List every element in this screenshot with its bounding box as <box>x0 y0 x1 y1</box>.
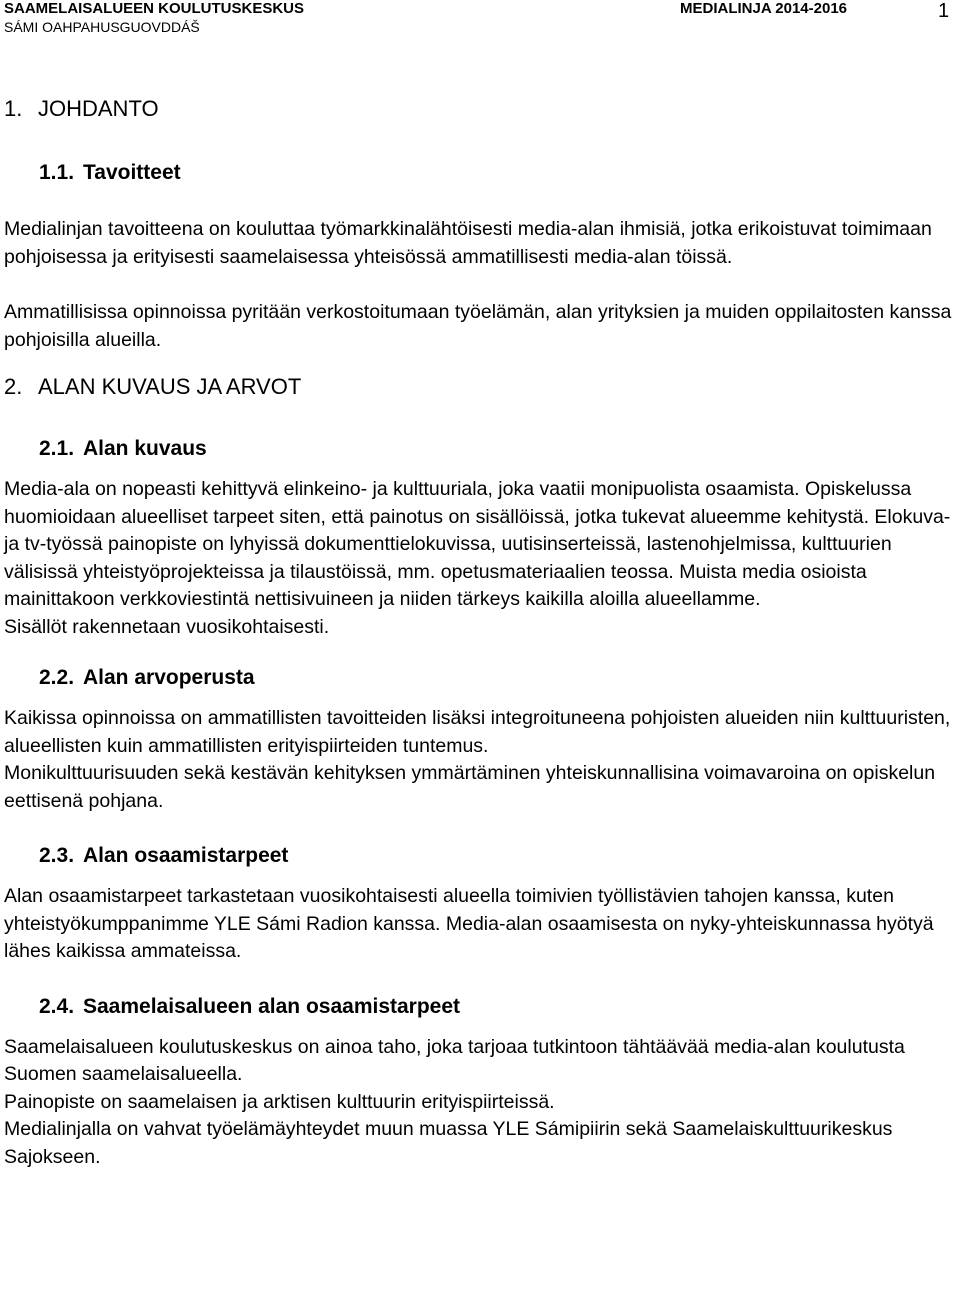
heading-text: Tavoitteet <box>83 161 181 184</box>
heading-alan-kuvaus-ja-arvot <box>4 374 956 400</box>
organization-name-sami: SÁMI OAHPAHUSGUOVDDÁŠ <box>4 19 200 35</box>
page-header <box>0 0 960 40</box>
heading-text: Alan osaamistarpeet <box>83 844 289 867</box>
document-title: MEDIALINJA 2014-2016 <box>680 0 848 17</box>
paragraph-alan-kuvaus-1: Media-ala on nopeasti kehittyvä elinkeino- ja kulttuuriala, joka vaatii monipuolista osaamista. Opiskelussa huomioidaan alueelliset tarpeet siten, että painotus on sisällöissä, jotka tukevat alueemme kehitystä. Elokuva- ja tv-työssä painopiste on lyhyissä dokumenttielokuvissa, uutisinserteissä, lastenohjelmissa, kulttuurien välisissä yhteistyöprojekteissa ja tilaustöissä, mm. opetusmateriaalien teossa. Muista media osioista mainittakoon verkkoviestintä nettisivuineen ja niiden tärkeys kaikilla aloilla alueellamme. <box>4 478 951 610</box>
paragraph-tavoitteet-1: Medialinjan tavoitteena on kouluttaa työmarkkinalähtöisesti media-alan ihmisiä, jotka erikoistuvat toimimaan pohjoisessa ja erityisesti saamelaisessa yhteisössä ammatillisesti media-alan töissä. <box>4 218 932 268</box>
heading-text: Alan arvoperusta <box>83 666 255 689</box>
page-number: 1 <box>938 0 950 22</box>
paragraph-alan-kuvaus-2: Sisällöt rakennetaan vuosikohtaisesti. <box>4 615 330 638</box>
heading-alan-arvoperusta <box>4 665 956 691</box>
heading-number: 1. <box>4 96 23 121</box>
paragraph-alan-arvoperusta-1: Kaikissa opinnoissa on ammatillisten tavoitteiden lisäksi integroituneena pohjoisten alueiden niin kulttuuristen, alueellisten kuin ammatillisten erityispiirteiden tuntemus. <box>4 707 951 757</box>
heading-tavoitteet <box>4 160 956 186</box>
heading-text: Saamelaisalueen alan osaamistarpeet <box>83 994 461 1018</box>
heading-saamelaisalueen-osaamistarpeet <box>4 994 956 1020</box>
heading-alan-osaamistarpeet <box>4 843 956 869</box>
paragraph-alan-osaamistarpeet: Alan osaamistarpeet tarkastetaan vuosikohtaisesti alueella toimivien työllistävien tahojen kanssa, kuten yhteistyökumppanimme YLE Sámi Radion kanssa. Media-alan osaamisesta on nyky-yhteiskunnassa hyötyä lähes kaikissa ammateissa. <box>4 885 934 962</box>
paragraph-saamelaisalueen-3: Medialinjalla on vahvat työelämäyhteydet muun muassa YLE Sámipiirin sekä Saamelaiskulttuurikeskus Sajokseen. <box>4 1118 893 1168</box>
paragraph-tavoitteet-2: Ammatillisissa opinnoissa pyritään verkostoitumaan työelämän, alan yrityksien ja muiden oppilaitosten kanssa pohjoisilla alueilla. <box>4 301 952 351</box>
heading-number: 2.3. <box>39 844 75 867</box>
heading-number: 2.4. <box>39 994 75 1018</box>
heading-text: JOHDANTO <box>38 96 159 121</box>
paragraph-alan-arvoperusta-2: Monikulttuurisuuden sekä kestävän kehityksen ymmärtäminen yhteiskunnallisina voimavaroina on opiskelun eettisenä pohjana. <box>4 762 936 812</box>
paragraph-saamelaisalueen-1: Saamelaisalueen koulutuskeskus on ainoa taho, joka tarjoaa tutkintoon tähtäävää media-alan koulutusta Suomen saamelaisalueella. <box>4 1035 905 1085</box>
heading-text: Alan kuvaus <box>83 437 207 460</box>
paragraph-saamelaisalueen-2: Painopiste on saamelaisen ja arktisen kulttuurin erityispiirteissä. <box>4 1090 555 1113</box>
heading-alan-kuvaus <box>4 436 956 462</box>
document-body <box>4 96 956 1171</box>
heading-number: 2.2. <box>39 666 75 689</box>
heading-number: 2.1. <box>39 437 75 460</box>
heading-number: 1.1. <box>39 161 75 184</box>
organization-name: SAAMELAISALUEEN KOULUTUSKESKUS <box>4 0 305 17</box>
heading-text: ALAN KUVAUS JA ARVOT <box>38 374 302 399</box>
heading-number: 2. <box>4 374 23 399</box>
heading-johdanto <box>4 96 956 122</box>
